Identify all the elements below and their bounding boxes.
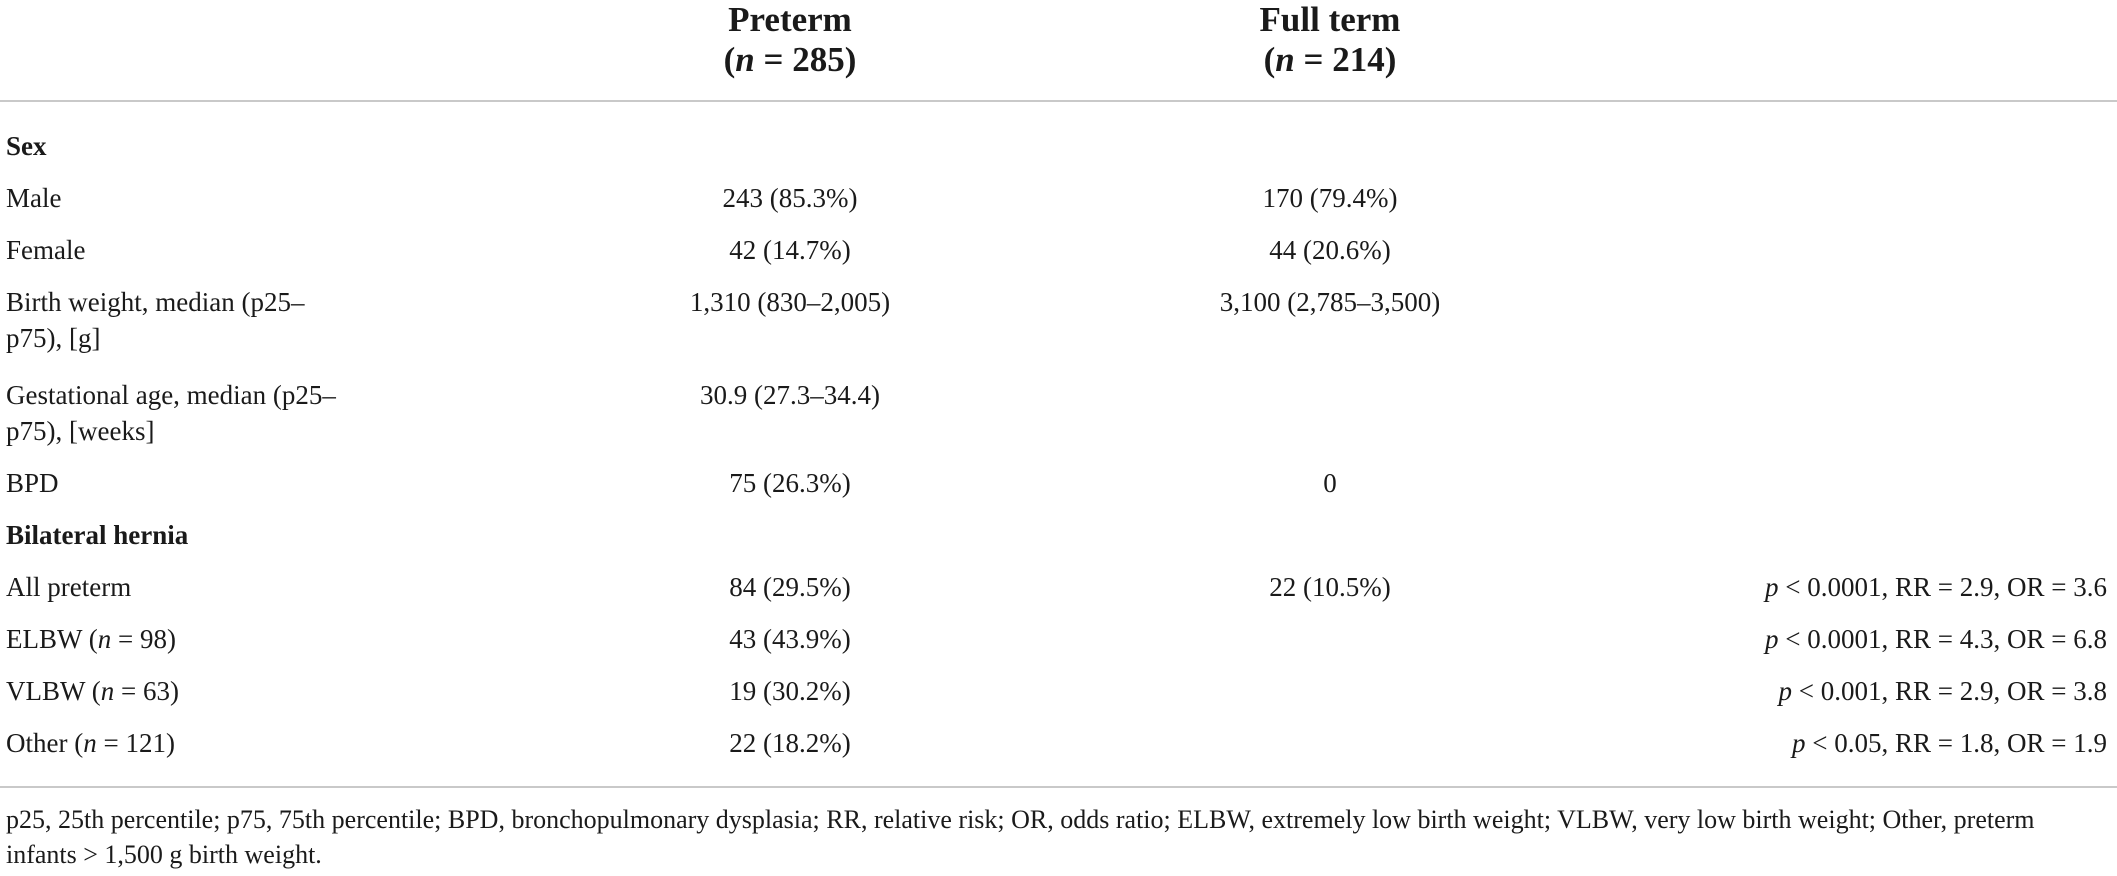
row-label-count: = 63) bbox=[114, 676, 179, 706]
preterm-n-open: ( bbox=[723, 40, 736, 79]
header-divider bbox=[0, 100, 2117, 102]
n-symbol: n bbox=[100, 676, 115, 706]
column-header-fullterm-label: Full term bbox=[1259, 0, 1401, 39]
row-label bbox=[6, 673, 179, 709]
statistics-value bbox=[1792, 725, 2107, 761]
row-label: BPD bbox=[6, 468, 59, 498]
fullterm-n-symbol: n bbox=[1275, 40, 1295, 79]
statistics-value bbox=[1765, 569, 2107, 605]
preterm-value: 19 (30.2%) bbox=[729, 676, 851, 706]
preterm-value: 75 (26.3%) bbox=[729, 468, 851, 498]
row-label-text: Other ( bbox=[6, 728, 84, 758]
n-symbol: n bbox=[97, 624, 112, 654]
statistics-text: < 0.05, RR = 1.8, OR = 1.9 bbox=[1805, 728, 2107, 758]
row-label: Birth weight, median (p25–p75), [g] bbox=[6, 287, 305, 353]
preterm-n-symbol: n bbox=[735, 40, 755, 79]
preterm-value: 22 (18.2%) bbox=[729, 728, 851, 758]
preterm-value: 43 (43.9%) bbox=[729, 624, 851, 654]
row-label-count: = 121) bbox=[96, 728, 175, 758]
fullterm-value: 170 (79.4%) bbox=[1262, 183, 1398, 213]
row-label: Female bbox=[6, 235, 86, 265]
preterm-value: 84 (29.5%) bbox=[729, 572, 851, 602]
row-label bbox=[6, 621, 176, 657]
statistics-text: < 0.0001, RR = 2.9, OR = 3.6 bbox=[1778, 572, 2107, 602]
footer-divider bbox=[0, 786, 2117, 788]
p-symbol: p bbox=[1778, 676, 1793, 706]
preterm-value: 30.9 (27.3–34.4) bbox=[700, 380, 880, 410]
fullterm-value: 22 (10.5%) bbox=[1269, 572, 1391, 602]
section-title-sex: Sex bbox=[6, 131, 47, 161]
p-symbol: p bbox=[1765, 624, 1779, 654]
n-symbol: n bbox=[83, 728, 97, 758]
row-label-text: ELBW ( bbox=[6, 624, 98, 654]
preterm-n-value: = 285) bbox=[754, 40, 857, 79]
section-title-bilateral-hernia: Bilateral hernia bbox=[6, 520, 189, 550]
row-label-count: = 98) bbox=[111, 624, 176, 654]
column-header-preterm-n bbox=[640, 40, 940, 80]
fullterm-value: 3,100 (2,785–3,500) bbox=[1219, 287, 1441, 317]
fullterm-value: 44 (20.6%) bbox=[1269, 235, 1391, 265]
fullterm-n-open: ( bbox=[1263, 40, 1276, 79]
statistics-text: < 0.0001, RR = 4.3, OR = 6.8 bbox=[1778, 624, 2107, 654]
row-label: Gestational age, median (p25–p75), [weeks] bbox=[6, 380, 336, 446]
column-header-fullterm bbox=[1180, 0, 1480, 80]
p-symbol: p bbox=[1792, 728, 1806, 758]
row-label-text: VLBW ( bbox=[6, 676, 101, 706]
statistics-text: < 0.001, RR = 2.9, OR = 3.8 bbox=[1792, 676, 2107, 706]
fullterm-n-value: = 214) bbox=[1294, 40, 1397, 79]
fullterm-value: 0 bbox=[1323, 468, 1337, 498]
preterm-value: 243 (85.3%) bbox=[722, 183, 858, 213]
column-header-fullterm-n bbox=[1180, 40, 1480, 80]
row-label bbox=[6, 725, 175, 761]
column-header-preterm bbox=[640, 0, 940, 80]
table-footnote: p25, 25th percentile; p75, 75th percentile; BPD, bronchopulmonary dysplasia; RR, relative risk; OR, odds ratio; ELBW, extremely low birth weight; VLBW, very low birth weight; Other, preterm infants > 1,500 g birth weight. bbox=[6, 805, 2035, 869]
preterm-value: 1,310 (830–2,005) bbox=[689, 287, 891, 317]
p-symbol: p bbox=[1765, 572, 1779, 602]
preterm-value: 42 (14.7%) bbox=[729, 235, 851, 265]
statistics-value bbox=[1765, 621, 2107, 657]
row-label: All preterm bbox=[6, 572, 132, 602]
column-header-preterm-label: Preterm bbox=[728, 0, 852, 39]
statistics-value bbox=[1779, 673, 2107, 709]
row-label: Male bbox=[6, 183, 62, 213]
